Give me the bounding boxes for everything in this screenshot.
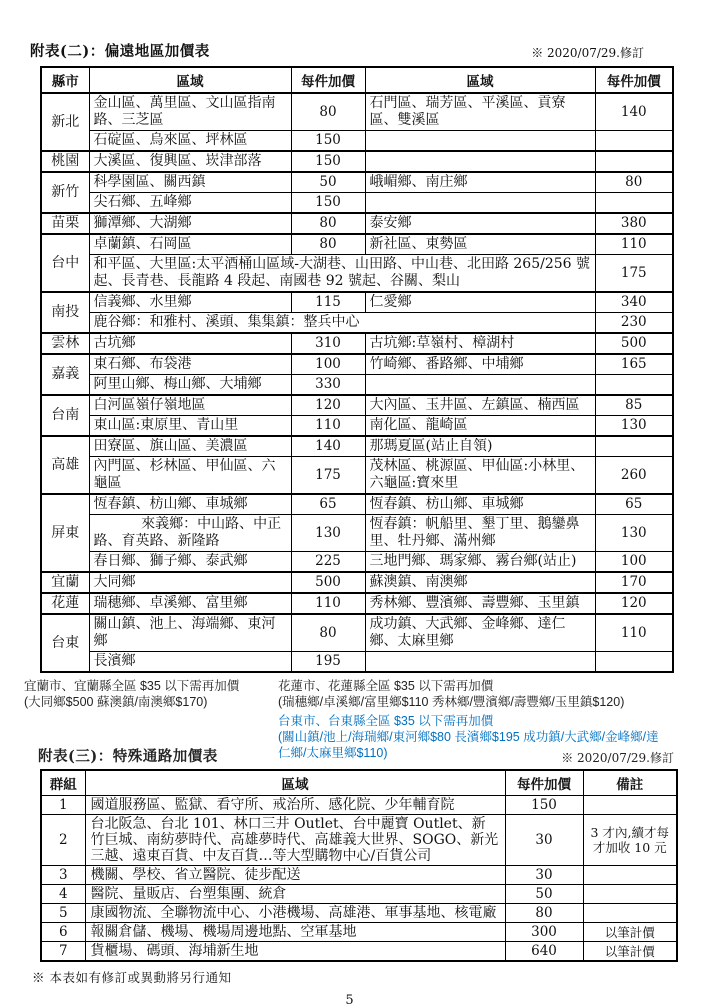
area-cell: 秀林鄉、豐濱鄉、壽豐鄉、玉里鎮 — [365, 593, 595, 614]
table-row — [41, 213, 673, 234]
area-cell: 東山區:東原里、青山里 — [89, 416, 291, 437]
price-cell: 30 — [505, 866, 583, 885]
table-row — [41, 515, 673, 552]
area-cell: 三地門鄉、瑪家鄉、霧台鄉(站止) — [365, 552, 595, 573]
group-number-cell: 2 — [41, 815, 85, 866]
county-cell: 屏東 — [41, 494, 89, 572]
price-cell: 80 — [595, 172, 673, 193]
area-cell: 台北阪急、台北 101、林口三井 Outlet、台中麗寶 Outlet、新竹巨城、南紡夢時代、高雄夢時代、高雄義大世界、SOGO、新光三越、遠東百貨、中友百貨…等大型購物中心/百貨公司 — [85, 815, 505, 866]
table-row — [41, 313, 673, 334]
price-cell — [595, 193, 673, 214]
group-number-cell: 5 — [41, 904, 85, 923]
table-row — [41, 942, 677, 962]
price-cell: 100 — [595, 552, 673, 573]
price-cell: 150 — [291, 131, 365, 152]
price-cell: 230 — [595, 313, 673, 334]
table-row — [41, 885, 677, 904]
area-cell: 恆春鎮、枋山鄉、車城鄉 — [89, 494, 291, 515]
area-cell: 竹崎鄉、番路鄉、中埔鄉 — [365, 354, 595, 375]
table-row — [41, 395, 673, 416]
remark-cell: 以筆計價 — [583, 923, 677, 942]
table1-title: 附表(二)：偏遠地區加價表 — [30, 43, 210, 60]
area-cell: 東石鄉、布袋港 — [89, 354, 291, 375]
table-row — [41, 796, 677, 815]
price-cell — [595, 652, 673, 673]
area-cell: 報關倉儲、機場、機場周邊地點、空軍基地 — [85, 923, 505, 942]
price-cell: 150 — [291, 151, 365, 172]
price-cell — [595, 436, 673, 457]
price-cell: 150 — [291, 193, 365, 214]
price-cell: 80 — [291, 213, 365, 234]
col-header-price: 每件加價 — [505, 770, 583, 796]
table-row — [41, 292, 673, 313]
table-row — [41, 93, 673, 131]
price-cell: 80 — [505, 904, 583, 923]
price-cell: 80 — [291, 93, 365, 131]
area-cell: 古坑鄉:草嶺村、樟湖村 — [365, 333, 595, 354]
header-row — [41, 67, 673, 93]
price-cell: 80 — [291, 614, 365, 652]
area-cell: 獅潭鄉、大湖鄉 — [89, 213, 291, 234]
price-cell: 110 — [595, 234, 673, 255]
area-cell: 那瑪夏區(站止自領) — [365, 436, 595, 457]
price-cell: 380 — [595, 213, 673, 234]
area-cell: 阿里山鄉、梅山鄉、大埔鄉 — [89, 375, 291, 396]
page-footnote: ※ 本表如有修訂或異動將另行通知 — [32, 970, 232, 985]
area-cell: 茂林區、桃源區、甲仙區:小林里、六龜區:寶來里 — [365, 457, 595, 495]
county-cell: 新北 — [41, 93, 89, 151]
price-cell: 130 — [291, 515, 365, 552]
table-row — [41, 457, 673, 495]
county-cell: 雲林 — [41, 333, 89, 354]
table-row — [41, 436, 673, 457]
area-cell: 白河區嶺仔嶺地區 — [89, 395, 291, 416]
table2-revision-note: ※ 2020/07/29.修訂 — [561, 751, 674, 765]
area-cell: 瑞穗鄉、卓溪鄉、富里鄉 — [89, 593, 291, 614]
table-row — [41, 552, 673, 573]
county-cell: 花蓮 — [41, 593, 89, 614]
area-cell: 卓蘭鎮、石岡區 — [89, 234, 291, 255]
area-cell: 長濱鄉 — [89, 652, 291, 673]
table-row — [41, 131, 673, 152]
table-row — [41, 234, 673, 255]
area-cell: 金山區、萬里區、文山區指南路、三芝區 — [89, 93, 291, 131]
price-cell: 65 — [595, 494, 673, 515]
price-cell: 65 — [291, 494, 365, 515]
price-cell — [595, 375, 673, 396]
area-cell: 貨櫃場、碼頭、海埔新生地 — [85, 942, 505, 962]
area-cell: 蘇澳鎮、南澳鄉 — [365, 572, 595, 593]
table-row — [41, 193, 673, 214]
col-header-remark: 備註 — [583, 770, 677, 796]
price-cell — [595, 131, 673, 152]
table-row — [41, 904, 677, 923]
col-header-area-2: 區域 — [365, 67, 595, 93]
group-number-cell: 6 — [41, 923, 85, 942]
price-cell: 100 — [291, 354, 365, 375]
special-channel-table — [40, 769, 678, 962]
area-cell: 大內區、玉井區、左鎮區、楠西區 — [365, 395, 595, 416]
price-cell: 170 — [595, 572, 673, 593]
col-header-price-1: 每件加價 — [291, 67, 365, 93]
remote-area-table-body — [41, 93, 673, 672]
table-row — [41, 151, 673, 172]
price-cell: 340 — [595, 292, 673, 313]
price-cell: 120 — [595, 593, 673, 614]
county-cell: 台東 — [41, 614, 89, 672]
area-cell: 大同鄉 — [89, 572, 291, 593]
table-row — [41, 815, 677, 866]
group-number-cell: 3 — [41, 866, 85, 885]
area-cell: 來義鄉：中山路、中正路、育英路、新隆路 — [89, 515, 291, 552]
table-row — [41, 255, 673, 293]
county-cell: 新竹 — [41, 172, 89, 213]
col-header-county: 縣市 — [41, 67, 89, 93]
remark-cell: 以筆計價 — [583, 942, 677, 962]
note-yilan — [24, 678, 239, 710]
area-cell: 南化區、龍崎區 — [365, 416, 595, 437]
price-cell: 50 — [291, 172, 365, 193]
area-cell: 仁愛鄉 — [365, 292, 595, 313]
price-cell: 130 — [595, 515, 673, 552]
area-cell: 信義鄉、水里鄉 — [89, 292, 291, 313]
area-cell: 恆春鎮、枋山鄉、車城鄉 — [365, 494, 595, 515]
special-channel-table-body — [41, 796, 677, 962]
group-number-cell: 4 — [41, 885, 85, 904]
area-cell: 關山鎮、池上、海端鄉、東河鄉 — [89, 614, 291, 652]
note-line: 宜蘭市、宜蘭縣全區 $35 以下需再加價 — [24, 679, 240, 693]
table-row — [41, 614, 673, 652]
area-cell: 尖石鄉、五峰鄉 — [89, 193, 291, 214]
table-row — [41, 494, 673, 515]
county-cell: 高雄 — [41, 436, 89, 494]
col-header-price-2: 每件加價 — [595, 67, 673, 93]
table-row — [41, 923, 677, 942]
group-number-cell: 1 — [41, 796, 85, 815]
price-cell: 165 — [595, 354, 673, 375]
note-line: 台東市、台東縣全區 $35 以下需再加價 — [278, 714, 494, 728]
price-cell: 500 — [595, 333, 673, 354]
col-header-group: 群組 — [41, 770, 85, 796]
county-cell: 桃園 — [41, 151, 89, 172]
table1-revision-note: ※ 2020/07/29.修訂 — [531, 46, 644, 60]
price-cell: 140 — [595, 93, 673, 131]
price-cell: 310 — [291, 333, 365, 354]
note-line: (瑞穗鄉/卓溪鄉/富里鄉$110 秀林鄉/豐濱鄉/壽豐鄉/玉里鎮$120) — [278, 695, 625, 709]
county-cell: 南投 — [41, 292, 89, 333]
note-hualien — [278, 678, 624, 710]
area-cell: 恆春鎮：帆船里、墾丁里、鵝鑾鼻里、牡丹鄉、滿州鄉 — [365, 515, 595, 552]
county-cell: 台中 — [41, 234, 89, 292]
area-cell-wide: 鹿谷鄉：和雅村、溪頭、集集鎮：整兵中心 — [89, 313, 595, 334]
header-row — [41, 770, 677, 796]
remark-cell — [583, 796, 677, 815]
table-row — [41, 375, 673, 396]
area-cell: 醫院、量販店、台塑集團、統倉 — [85, 885, 505, 904]
col-header-area-1: 區域 — [89, 67, 291, 93]
area-cell: 田寮區、旗山區、美濃區 — [89, 436, 291, 457]
table-row — [41, 593, 673, 614]
area-cell: 機關、學校、省立醫院、徒步配送 — [85, 866, 505, 885]
area-cell: 峨嵋鄉、南庄鄉 — [365, 172, 595, 193]
area-cell — [365, 151, 595, 172]
price-cell: 130 — [595, 416, 673, 437]
price-cell: 640 — [505, 942, 583, 962]
county-cell: 嘉義 — [41, 354, 89, 395]
group-number-cell: 7 — [41, 942, 85, 962]
remark-cell — [583, 866, 677, 885]
area-cell: 科學園區、關西鎮 — [89, 172, 291, 193]
table1-title-row — [22, 40, 672, 61]
note-line: (大同鄉$500 蘇澳鎮/南澳鄉$170) — [24, 695, 208, 709]
table-row — [41, 172, 673, 193]
note-line: (關山鎮/池上/海瑞鄉/東河鄉$80 長濱鄉$195 成功鎮/大武鄉/金峰鄉/達 — [278, 730, 659, 744]
price-cell: 150 — [505, 796, 583, 815]
col-header-area: 區域 — [85, 770, 505, 796]
table-row — [41, 416, 673, 437]
area-cell — [365, 131, 595, 152]
remote-area-table — [40, 66, 674, 673]
remark-cell — [583, 904, 677, 923]
remark-cell — [583, 885, 677, 904]
price-cell: 140 — [291, 436, 365, 457]
county-cell: 宜蘭 — [41, 572, 89, 593]
price-cell — [595, 151, 673, 172]
price-cell: 225 — [291, 552, 365, 573]
price-cell: 195 — [291, 652, 365, 673]
area-cell: 泰安鄉 — [365, 213, 595, 234]
area-cell — [365, 652, 595, 673]
price-cell: 175 — [595, 255, 673, 293]
area-cell: 古坑鄉 — [89, 333, 291, 354]
remark-cell: 3 才內,續才每才加收 10 元 — [583, 815, 677, 866]
area-cell — [365, 375, 595, 396]
price-cell: 110 — [291, 416, 365, 437]
price-cell: 260 — [595, 457, 673, 495]
area-cell: 石碇區、烏來區、坪林區 — [89, 131, 291, 152]
note-line: 花蓮市、花蓮縣全區 $35 以下需再加價 — [278, 679, 494, 693]
area-cell — [365, 193, 595, 214]
table-row — [41, 866, 677, 885]
price-cell: 115 — [291, 292, 365, 313]
area-cell: 大溪區、復興區、崁津部落 — [89, 151, 291, 172]
area-cell: 石門區、瑞芳區、平溪區、貢寮區、雙溪區 — [365, 93, 595, 131]
table-row — [41, 354, 673, 375]
price-cell: 110 — [595, 614, 673, 652]
county-cell: 台南 — [41, 395, 89, 436]
price-cell: 80 — [291, 234, 365, 255]
area-cell: 新社區、東勢區 — [365, 234, 595, 255]
price-cell: 85 — [595, 395, 673, 416]
notes-zone — [22, 673, 702, 769]
page-number: 5 — [345, 993, 354, 1008]
remote-area-table-header — [41, 67, 673, 93]
area-cell: 國道服務區、監獄、看守所、戒治所、感化院、少年輔育院 — [85, 796, 505, 815]
area-cell: 內門區、杉林區、甲仙區、六龜區 — [89, 457, 291, 495]
county-cell: 苗栗 — [41, 213, 89, 234]
price-cell: 500 — [291, 572, 365, 593]
table2-title: 附表(三)：特殊通路加價表 — [38, 748, 218, 765]
price-cell: 110 — [291, 593, 365, 614]
price-cell: 330 — [291, 375, 365, 396]
price-cell: 30 — [505, 815, 583, 866]
table-row — [41, 652, 673, 673]
price-cell: 50 — [505, 885, 583, 904]
table-row — [41, 333, 673, 354]
area-cell: 康國物流、全聯物流中心、小港機場、高雄港、軍事基地、核電廠 — [85, 904, 505, 923]
area-cell: 成功鎮、大武鄉、金峰鄉、達仁鄉、太麻里鄉 — [365, 614, 595, 652]
price-cell: 120 — [291, 395, 365, 416]
area-cell: 春日鄉、獅子鄉、泰武鄉 — [89, 552, 291, 573]
area-cell-wide: 和平區、大里區:太平酒桶山區域-大湖巷、山田路、中山巷、北田路 265/256 號起、長青巷、長龍路 4 段起、南國巷 92 號起、谷關、梨山 — [89, 255, 595, 293]
price-cell: 300 — [505, 923, 583, 942]
note-line: 仁鄉/太麻里鄉$110) — [278, 746, 388, 760]
price-cell: 175 — [291, 457, 365, 495]
table-row — [41, 572, 673, 593]
special-channel-table-header — [41, 770, 677, 796]
